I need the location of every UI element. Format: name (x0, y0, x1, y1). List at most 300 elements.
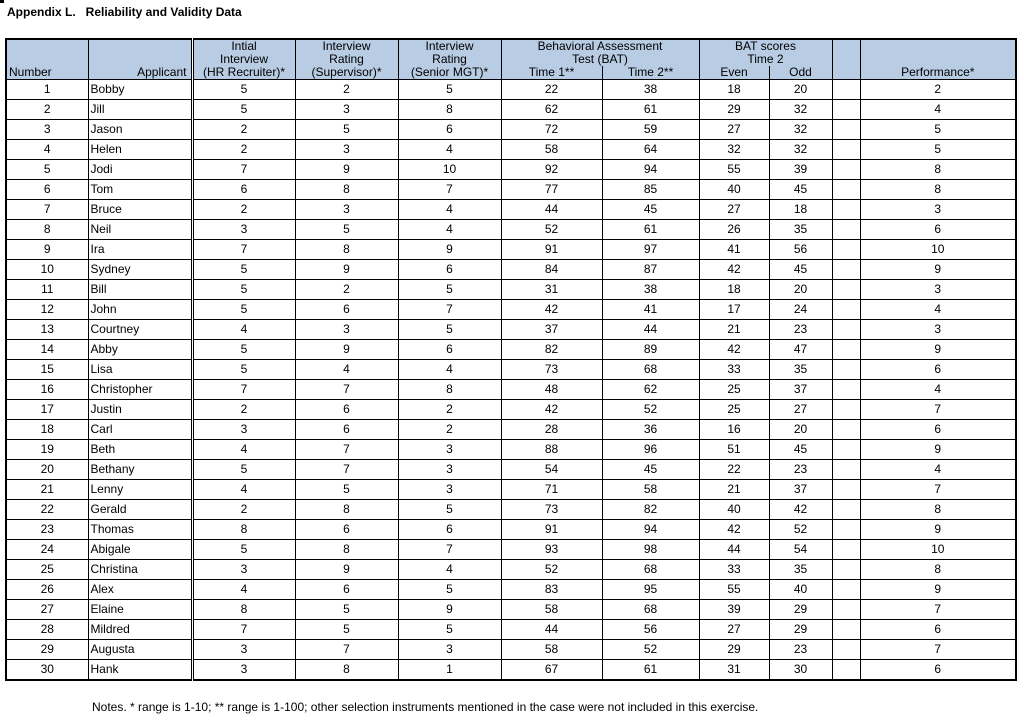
table-row (6, 300, 1016, 320)
cell-supervisor: 8 (295, 240, 398, 260)
cell-supervisor: 8 (295, 180, 398, 200)
cell-senior-mgt: 6 (398, 260, 501, 280)
cell-blank (832, 540, 860, 560)
cell-applicant: Bill (88, 280, 192, 300)
cell-bat-time2: 59 (602, 120, 699, 140)
cell-performance: 3 (860, 320, 1016, 340)
cell-bat-time2: 45 (602, 200, 699, 220)
cell-hr-recruiter: 5 (192, 540, 295, 560)
cell-bat-odd: 32 (769, 120, 832, 140)
cell-supervisor: 6 (295, 580, 398, 600)
cell-senior-mgt: 3 (398, 440, 501, 460)
cell-bat-odd: 56 (769, 240, 832, 260)
cell-bat-time2: 61 (602, 220, 699, 240)
cell-applicant: Courtney (88, 320, 192, 340)
header-applicant-blank (88, 39, 192, 53)
header-batscores-line1: BAT scores (699, 39, 832, 53)
cell-blank (832, 640, 860, 660)
cell-hr-recruiter: 4 (192, 320, 295, 340)
cell-bat-time1: 73 (501, 360, 602, 380)
cell-bat-time1: 31 (501, 280, 602, 300)
cell-blank (832, 520, 860, 540)
cell-senior-mgt: 4 (398, 360, 501, 380)
cell-applicant: Jodi (88, 160, 192, 180)
cell-bat-time1: 37 (501, 320, 602, 340)
cell-supervisor: 5 (295, 480, 398, 500)
cell-number: 13 (6, 320, 88, 340)
cell-bat-time2: 87 (602, 260, 699, 280)
data-table (5, 38, 1017, 681)
cell-performance: 2 (860, 80, 1016, 100)
cell-hr-recruiter: 5 (192, 80, 295, 100)
cell-applicant: Bruce (88, 200, 192, 220)
cell-performance: 10 (860, 540, 1016, 560)
cell-bat-time1: 28 (501, 420, 602, 440)
cell-bat-even: 29 (699, 640, 769, 660)
cell-bat-odd: 37 (769, 480, 832, 500)
cell-bat-time2: 89 (602, 340, 699, 360)
table-row (6, 140, 1016, 160)
cell-hr-recruiter: 2 (192, 500, 295, 520)
cell-performance: 7 (860, 400, 1016, 420)
cell-bat-even: 21 (699, 480, 769, 500)
cell-bat-odd: 20 (769, 280, 832, 300)
cell-bat-odd: 20 (769, 420, 832, 440)
cell-blank (832, 360, 860, 380)
cell-bat-time2: 45 (602, 460, 699, 480)
cell-bat-odd: 23 (769, 320, 832, 340)
table-row (6, 640, 1016, 660)
cell-hr-recruiter: 3 (192, 560, 295, 580)
table-row (6, 120, 1016, 140)
cell-applicant: Elaine (88, 600, 192, 620)
cell-bat-time2: 44 (602, 320, 699, 340)
header-time1: Time 1** (501, 66, 602, 80)
cell-senior-mgt: 5 (398, 80, 501, 100)
header-perf-blank (860, 39, 1016, 53)
cell-performance: 9 (860, 440, 1016, 460)
cell-blank (832, 180, 860, 200)
corner-mark (0, 0, 4, 3)
cell-supervisor: 7 (295, 460, 398, 480)
cell-supervisor: 9 (295, 560, 398, 580)
cell-hr-recruiter: 2 (192, 120, 295, 140)
cell-blank (832, 300, 860, 320)
table-row (6, 200, 1016, 220)
header-row-1 (6, 39, 1016, 53)
cell-bat-odd: 20 (769, 80, 832, 100)
cell-hr-recruiter: 3 (192, 220, 295, 240)
cell-senior-mgt: 4 (398, 200, 501, 220)
cell-hr-recruiter: 4 (192, 440, 295, 460)
cell-performance: 4 (860, 100, 1016, 120)
cell-number: 21 (6, 480, 88, 500)
cell-performance: 9 (860, 580, 1016, 600)
cell-bat-odd: 35 (769, 220, 832, 240)
cell-bat-odd: 42 (769, 500, 832, 520)
header-performance: Performance* (860, 66, 1016, 80)
cell-bat-time2: 58 (602, 480, 699, 500)
cell-hr-recruiter: 2 (192, 400, 295, 420)
cell-bat-time1: 52 (501, 560, 602, 580)
table-row (6, 100, 1016, 120)
cell-number: 28 (6, 620, 88, 640)
cell-number: 10 (6, 260, 88, 280)
cell-bat-odd: 30 (769, 660, 832, 681)
cell-number: 23 (6, 520, 88, 540)
cell-applicant: Abigale (88, 540, 192, 560)
cell-supervisor: 5 (295, 620, 398, 640)
cell-bat-odd: 40 (769, 580, 832, 600)
cell-bat-odd: 47 (769, 340, 832, 360)
cell-applicant: Thomas (88, 520, 192, 540)
table-row (6, 500, 1016, 520)
cell-bat-even: 40 (699, 180, 769, 200)
cell-performance: 9 (860, 260, 1016, 280)
header-odd: Odd (769, 66, 832, 80)
cell-senior-mgt: 9 (398, 600, 501, 620)
cell-performance: 6 (860, 360, 1016, 380)
cell-bat-even: 41 (699, 240, 769, 260)
page-title: Appendix L. Reliability and Validity Data (7, 5, 242, 19)
cell-bat-even: 33 (699, 560, 769, 580)
cell-performance: 6 (860, 220, 1016, 240)
cell-supervisor: 9 (295, 340, 398, 360)
cell-number: 27 (6, 600, 88, 620)
cell-hr-recruiter: 5 (192, 260, 295, 280)
header-hr-line2: Interview (192, 53, 295, 66)
cell-bat-time2: 94 (602, 160, 699, 180)
cell-applicant: Hank (88, 660, 192, 681)
cell-bat-odd: 54 (769, 540, 832, 560)
cell-bat-odd: 39 (769, 160, 832, 180)
cell-supervisor: 9 (295, 260, 398, 280)
cell-blank (832, 660, 860, 681)
cell-bat-time1: 62 (501, 100, 602, 120)
cell-hr-recruiter: 7 (192, 240, 295, 260)
cell-senior-mgt: 7 (398, 180, 501, 200)
cell-supervisor: 8 (295, 660, 398, 681)
cell-number: 17 (6, 400, 88, 420)
table-row (6, 560, 1016, 580)
cell-bat-time1: 42 (501, 400, 602, 420)
cell-performance: 7 (860, 640, 1016, 660)
cell-bat-even: 25 (699, 400, 769, 420)
cell-bat-even: 29 (699, 100, 769, 120)
cell-performance: 9 (860, 340, 1016, 360)
cell-bat-time1: 71 (501, 480, 602, 500)
cell-bat-time1: 54 (501, 460, 602, 480)
cell-bat-time1: 22 (501, 80, 602, 100)
cell-number: 29 (6, 640, 88, 660)
cell-blank (832, 80, 860, 100)
cell-hr-recruiter: 3 (192, 420, 295, 440)
cell-number: 18 (6, 420, 88, 440)
cell-senior-mgt: 4 (398, 220, 501, 240)
table-row (6, 160, 1016, 180)
cell-applicant: Neil (88, 220, 192, 240)
cell-number: 30 (6, 660, 88, 681)
cell-performance: 8 (860, 160, 1016, 180)
cell-bat-even: 42 (699, 260, 769, 280)
cell-hr-recruiter: 2 (192, 200, 295, 220)
cell-bat-odd: 29 (769, 620, 832, 640)
cell-senior-mgt: 5 (398, 320, 501, 340)
cell-bat-time2: 56 (602, 620, 699, 640)
table-row (6, 520, 1016, 540)
cell-bat-time2: 68 (602, 360, 699, 380)
cell-bat-time2: 98 (602, 540, 699, 560)
cell-bat-odd: 52 (769, 520, 832, 540)
header-bat-line1: Behavioral Assessment (501, 39, 699, 53)
table-row (6, 220, 1016, 240)
cell-senior-mgt: 6 (398, 520, 501, 540)
cell-bat-even: 27 (699, 120, 769, 140)
cell-performance: 5 (860, 140, 1016, 160)
cell-number: 6 (6, 180, 88, 200)
cell-applicant: Bethany (88, 460, 192, 480)
cell-applicant: Christina (88, 560, 192, 580)
notes: Notes. * range is 1-10; ** range is 1-100; other selection instruments mentioned in the case were not included in this exercise. (92, 700, 759, 714)
header-bat-line2: Test (BAT) (501, 53, 699, 66)
cell-bat-even: 27 (699, 620, 769, 640)
header-sup-line3: (Supervisor)* (295, 66, 398, 80)
cell-blank (832, 320, 860, 340)
cell-blank (832, 480, 860, 500)
cell-performance: 10 (860, 240, 1016, 260)
cell-performance: 4 (860, 380, 1016, 400)
cell-bat-time2: 85 (602, 180, 699, 200)
cell-performance: 3 (860, 200, 1016, 220)
cell-applicant: Jason (88, 120, 192, 140)
cell-bat-odd: 24 (769, 300, 832, 320)
header-sup-line1: Interview (295, 39, 398, 53)
cell-blank (832, 260, 860, 280)
cell-bat-time2: 61 (602, 660, 699, 681)
cell-bat-time1: 92 (501, 160, 602, 180)
cell-hr-recruiter: 4 (192, 580, 295, 600)
cell-supervisor: 8 (295, 500, 398, 520)
cell-bat-even: 55 (699, 160, 769, 180)
cell-senior-mgt: 3 (398, 640, 501, 660)
header-number: Number (6, 66, 88, 80)
cell-bat-odd: 37 (769, 380, 832, 400)
cell-blank (832, 280, 860, 300)
cell-supervisor: 2 (295, 280, 398, 300)
cell-senior-mgt: 5 (398, 620, 501, 640)
cell-number: 14 (6, 340, 88, 360)
cell-bat-time1: 67 (501, 660, 602, 681)
cell-number: 15 (6, 360, 88, 380)
cell-bat-time2: 68 (602, 560, 699, 580)
cell-hr-recruiter: 3 (192, 660, 295, 681)
cell-bat-odd: 27 (769, 400, 832, 420)
cell-number: 26 (6, 580, 88, 600)
header-batscores-line2: Time 2 (699, 53, 832, 66)
cell-bat-even: 51 (699, 440, 769, 460)
cell-blank (832, 600, 860, 620)
cell-bat-time2: 52 (602, 640, 699, 660)
table-row (6, 80, 1016, 100)
cell-supervisor: 6 (295, 520, 398, 540)
cell-supervisor: 5 (295, 120, 398, 140)
cell-supervisor: 6 (295, 300, 398, 320)
cell-performance: 8 (860, 500, 1016, 520)
cell-bat-time1: 58 (501, 600, 602, 620)
cell-number: 12 (6, 300, 88, 320)
cell-performance: 6 (860, 620, 1016, 640)
cell-bat-time2: 96 (602, 440, 699, 460)
cell-bat-time1: 44 (501, 620, 602, 640)
cell-blank (832, 420, 860, 440)
cell-supervisor: 7 (295, 440, 398, 460)
cell-hr-recruiter: 7 (192, 160, 295, 180)
cell-bat-time1: 93 (501, 540, 602, 560)
table-row (6, 400, 1016, 420)
cell-bat-time2: 64 (602, 140, 699, 160)
cell-performance: 4 (860, 460, 1016, 480)
cell-senior-mgt: 7 (398, 300, 501, 320)
cell-performance: 5 (860, 120, 1016, 140)
table-row (6, 440, 1016, 460)
cell-senior-mgt: 5 (398, 580, 501, 600)
table-row (6, 420, 1016, 440)
cell-blank (832, 140, 860, 160)
cell-bat-time1: 42 (501, 300, 602, 320)
header-sen-line3: (Senior MGT)* (398, 66, 501, 80)
cell-senior-mgt: 5 (398, 280, 501, 300)
cell-applicant: Mildred (88, 620, 192, 640)
cell-bat-even: 33 (699, 360, 769, 380)
cell-bat-time1: 91 (501, 240, 602, 260)
cell-number: 2 (6, 100, 88, 120)
cell-applicant: Beth (88, 440, 192, 460)
cell-bat-even: 31 (699, 660, 769, 681)
cell-bat-odd: 23 (769, 460, 832, 480)
cell-supervisor: 7 (295, 380, 398, 400)
cell-supervisor: 6 (295, 420, 398, 440)
cell-bat-even: 18 (699, 80, 769, 100)
cell-blank (832, 100, 860, 120)
cell-senior-mgt: 1 (398, 660, 501, 681)
cell-blank (832, 620, 860, 640)
table-row (6, 540, 1016, 560)
cell-bat-even: 16 (699, 420, 769, 440)
cell-number: 19 (6, 440, 88, 460)
cell-senior-mgt: 8 (398, 380, 501, 400)
cell-blank (832, 240, 860, 260)
cell-bat-odd: 35 (769, 560, 832, 580)
header-sen-line2: Rating (398, 53, 501, 66)
cell-bat-even: 42 (699, 340, 769, 360)
cell-performance: 7 (860, 480, 1016, 500)
cell-hr-recruiter: 5 (192, 280, 295, 300)
cell-blank (832, 340, 860, 360)
cell-bat-even: 40 (699, 500, 769, 520)
cell-bat-time1: 58 (501, 640, 602, 660)
cell-bat-even: 25 (699, 380, 769, 400)
cell-number: 4 (6, 140, 88, 160)
cell-performance: 6 (860, 420, 1016, 440)
cell-bat-time2: 52 (602, 400, 699, 420)
cell-number: 20 (6, 460, 88, 480)
cell-hr-recruiter: 6 (192, 180, 295, 200)
cell-bat-even: 22 (699, 460, 769, 480)
cell-bat-time1: 73 (501, 500, 602, 520)
table-row (6, 580, 1016, 600)
table-row (6, 340, 1016, 360)
cell-bat-even: 26 (699, 220, 769, 240)
table-row (6, 320, 1016, 340)
cell-bat-even: 17 (699, 300, 769, 320)
cell-performance: 8 (860, 560, 1016, 580)
cell-bat-time2: 36 (602, 420, 699, 440)
cell-supervisor: 8 (295, 540, 398, 560)
cell-bat-odd: 32 (769, 140, 832, 160)
table-row (6, 240, 1016, 260)
cell-applicant: John (88, 300, 192, 320)
cell-bat-time2: 94 (602, 520, 699, 540)
cell-supervisor: 3 (295, 100, 398, 120)
header-time2: Time 2** (602, 66, 699, 80)
cell-blank (832, 200, 860, 220)
cell-performance: 9 (860, 520, 1016, 540)
table-row (6, 360, 1016, 380)
cell-senior-mgt: 6 (398, 340, 501, 360)
cell-performance: 6 (860, 660, 1016, 681)
cell-blank (832, 160, 860, 180)
cell-senior-mgt: 10 (398, 160, 501, 180)
cell-bat-time1: 88 (501, 440, 602, 460)
cell-hr-recruiter: 2 (192, 140, 295, 160)
cell-supervisor: 4 (295, 360, 398, 380)
cell-performance: 4 (860, 300, 1016, 320)
cell-bat-time2: 68 (602, 600, 699, 620)
cell-bat-odd: 35 (769, 360, 832, 380)
cell-bat-time1: 52 (501, 220, 602, 240)
cell-bat-odd: 45 (769, 180, 832, 200)
cell-bat-even: 39 (699, 600, 769, 620)
cell-bat-odd: 23 (769, 640, 832, 660)
cell-senior-mgt: 2 (398, 420, 501, 440)
header-sup-line2: Rating (295, 53, 398, 66)
cell-bat-time1: 83 (501, 580, 602, 600)
cell-bat-time1: 72 (501, 120, 602, 140)
cell-supervisor: 2 (295, 80, 398, 100)
cell-hr-recruiter: 3 (192, 640, 295, 660)
cell-applicant: Carl (88, 420, 192, 440)
cell-senior-mgt: 4 (398, 560, 501, 580)
table-row (6, 600, 1016, 620)
cell-bat-even: 44 (699, 540, 769, 560)
cell-supervisor: 3 (295, 320, 398, 340)
cell-supervisor: 5 (295, 220, 398, 240)
table-row (6, 180, 1016, 200)
cell-number: 1 (6, 80, 88, 100)
cell-bat-odd: 45 (769, 440, 832, 460)
cell-hr-recruiter: 7 (192, 380, 295, 400)
cell-number: 24 (6, 540, 88, 560)
cell-hr-recruiter: 5 (192, 340, 295, 360)
cell-senior-mgt: 3 (398, 480, 501, 500)
table-row (6, 460, 1016, 480)
cell-hr-recruiter: 5 (192, 360, 295, 380)
cell-number: 5 (6, 160, 88, 180)
cell-blank (832, 560, 860, 580)
cell-senior-mgt: 3 (398, 460, 501, 480)
cell-blank (832, 220, 860, 240)
table-row (6, 260, 1016, 280)
